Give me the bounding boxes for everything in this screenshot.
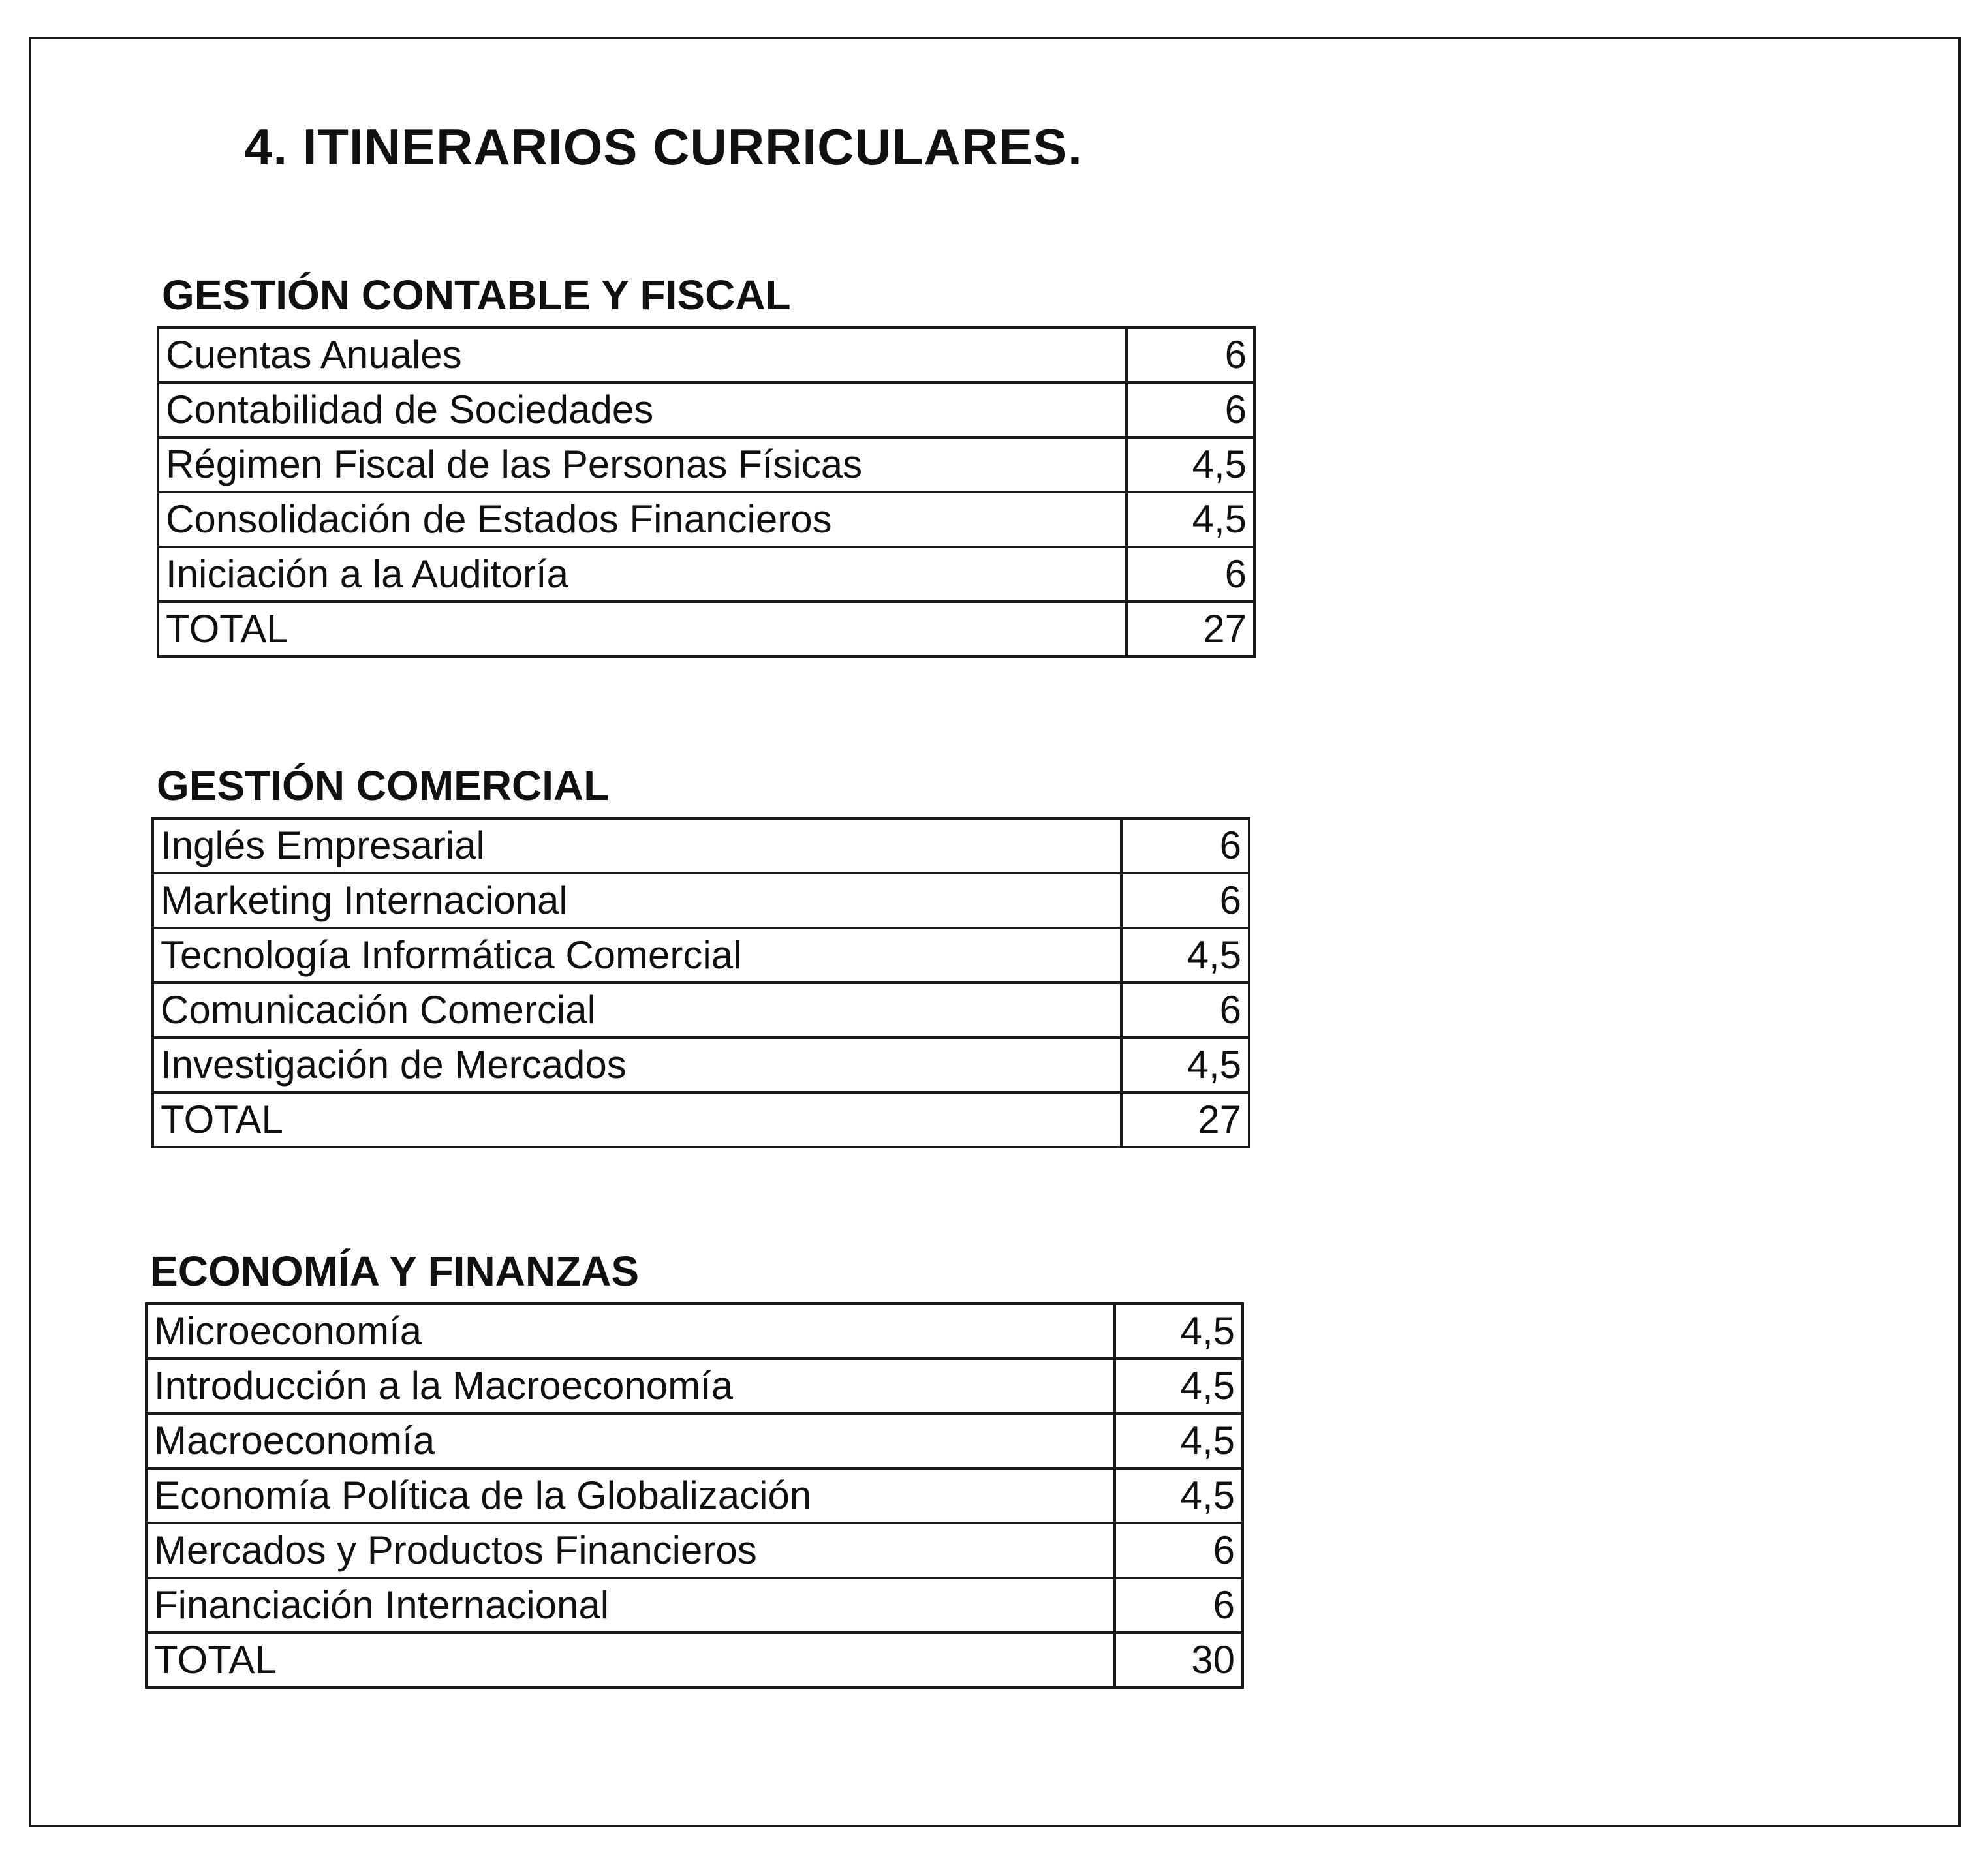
table-row xyxy=(146,1359,1243,1413)
section-gestion-comercial xyxy=(151,761,1250,1148)
table-row xyxy=(158,328,1254,382)
table-row xyxy=(153,818,1249,873)
subject-credits: 6 xyxy=(1121,983,1249,1038)
subject-credits: 4,5 xyxy=(1121,928,1249,983)
total-row xyxy=(146,1633,1243,1688)
subject-name: Inglés Empresarial xyxy=(153,818,1121,873)
subject-name: Marketing Internacional xyxy=(153,873,1121,928)
subject-credits: 6 xyxy=(1126,328,1254,382)
subject-name: Introducción a la Macroeconomía xyxy=(146,1359,1115,1413)
subject-credits: 6 xyxy=(1115,1523,1243,1578)
total-row xyxy=(153,1092,1249,1147)
table-row xyxy=(158,492,1254,547)
subject-credits: 4,5 xyxy=(1115,1468,1243,1523)
subject-name: Iniciación a la Auditoría xyxy=(158,547,1126,602)
section-economia-finanzas xyxy=(145,1246,1244,1689)
table-row xyxy=(153,873,1249,928)
subject-name: Cuentas Anuales xyxy=(158,328,1126,382)
subject-name: Macroeconomía xyxy=(146,1413,1115,1468)
table-row xyxy=(153,1038,1249,1092)
table-row xyxy=(153,983,1249,1038)
section-title: GESTIÓN CONTABLE Y FISCAL xyxy=(162,271,791,318)
total-credits: 27 xyxy=(1121,1092,1249,1147)
total-credits: 30 xyxy=(1115,1633,1243,1688)
total-row xyxy=(158,602,1254,656)
table-row xyxy=(146,1468,1243,1523)
total-label: TOTAL xyxy=(146,1633,1115,1688)
section-gestion-contable-fiscal xyxy=(157,270,1256,658)
subject-name: Financiación Internacional xyxy=(146,1578,1115,1633)
total-label: TOTAL xyxy=(158,602,1126,656)
table-row xyxy=(153,928,1249,983)
subject-credits: 6 xyxy=(1121,873,1249,928)
subject-credits: 4,5 xyxy=(1115,1359,1243,1413)
subject-credits: 4,5 xyxy=(1115,1304,1243,1359)
credits-table xyxy=(151,817,1250,1148)
subject-name: Investigación de Mercados xyxy=(153,1038,1121,1092)
credits-table xyxy=(157,326,1256,658)
subject-name: Tecnología Informática Comercial xyxy=(153,928,1121,983)
total-label: TOTAL xyxy=(153,1092,1121,1147)
table-row xyxy=(146,1523,1243,1578)
subject-credits: 4,5 xyxy=(1126,492,1254,547)
table-row xyxy=(146,1413,1243,1468)
table-row xyxy=(158,382,1254,437)
subject-credits: 4,5 xyxy=(1115,1413,1243,1468)
subject-name: Consolidación de Estados Financieros xyxy=(158,492,1126,547)
section-title: GESTIÓN COMERCIAL xyxy=(157,762,610,809)
table-row xyxy=(158,547,1254,602)
subject-name: Comunicación Comercial xyxy=(153,983,1121,1038)
subject-name: Contabilidad de Sociedades xyxy=(158,382,1126,437)
table-row xyxy=(146,1304,1243,1359)
subject-credits: 6 xyxy=(1115,1578,1243,1633)
subject-credits: 4,5 xyxy=(1126,437,1254,492)
page-title: 4. ITINERARIOS CURRICULARES. xyxy=(244,118,1083,176)
subject-credits: 4,5 xyxy=(1121,1038,1249,1092)
subject-name: Microeconomía xyxy=(146,1304,1115,1359)
total-credits: 27 xyxy=(1126,602,1254,656)
table-row xyxy=(146,1578,1243,1633)
subject-credits: 6 xyxy=(1126,382,1254,437)
subject-credits: 6 xyxy=(1121,818,1249,873)
subject-name: Régimen Fiscal de las Personas Físicas xyxy=(158,437,1126,492)
credits-table xyxy=(145,1302,1244,1689)
section-title: ECONOMÍA Y FINANZAS xyxy=(150,1248,640,1295)
subject-name: Economía Política de la Globalización xyxy=(146,1468,1115,1523)
subject-name: Mercados y Productos Financieros xyxy=(146,1523,1115,1578)
subject-credits: 6 xyxy=(1126,547,1254,602)
table-row xyxy=(158,437,1254,492)
